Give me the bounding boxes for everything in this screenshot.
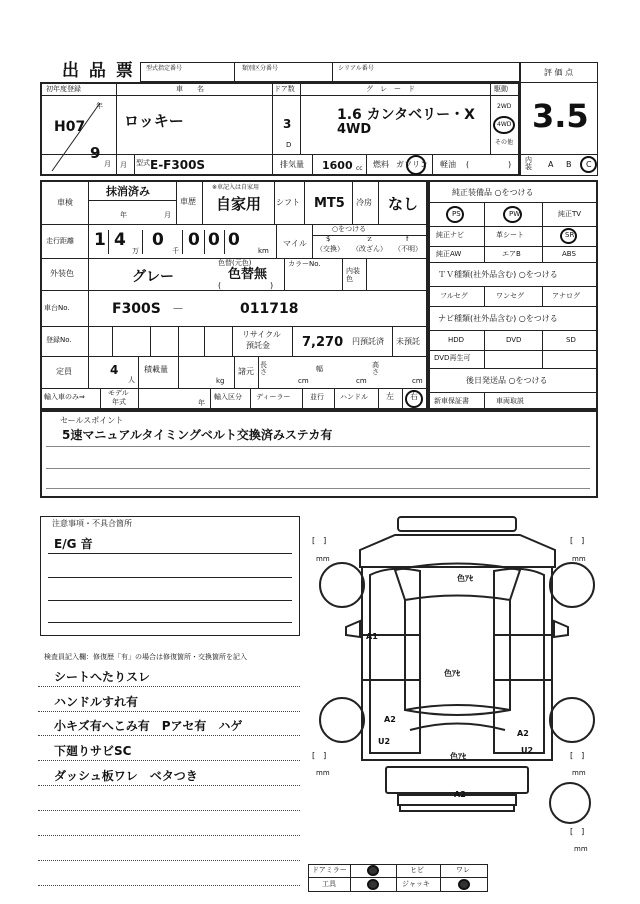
selling-points-box	[40, 410, 598, 498]
damage-mark-9: A2	[454, 790, 466, 799]
inspector-item-5: ダッシュ板ワレ ベタつき	[54, 769, 198, 783]
fuel-gasoline: ガソリン	[396, 160, 428, 169]
inspector-item-3: 小キズ有へこみ有 Pアセ有 ハゲ	[54, 719, 243, 733]
damage-mark-4: A2	[384, 715, 396, 724]
damage-mark-2: A1	[366, 632, 378, 641]
mileage-digit-4: 0	[152, 230, 164, 250]
notes-box	[40, 516, 300, 636]
jack-check-mark	[458, 879, 470, 890]
model-cert-label: 型式指定番号	[146, 65, 183, 72]
mileage-digit-7: 0	[208, 230, 220, 250]
first-reg-year: H07	[54, 119, 86, 135]
damage-mark-6: A2	[517, 729, 529, 738]
repaint-value: 色替無	[228, 267, 268, 282]
displacement-value: 1600	[322, 159, 353, 172]
drive-label: 駆動	[494, 85, 508, 93]
equip-ps: PS	[452, 210, 461, 218]
score-value: 3.5	[532, 97, 589, 135]
grade-label: グ レ ー ド	[366, 85, 415, 93]
equip-sr: SR	[565, 231, 575, 239]
car-name-value: ロッキー	[124, 112, 184, 130]
interior-grade-c: C	[586, 160, 592, 169]
handle-right: 右	[410, 392, 418, 401]
car-name-label: 車 名	[176, 85, 204, 93]
header-id-box	[140, 62, 520, 82]
fuel-selected-circle	[406, 155, 426, 175]
doors-value: 3	[283, 117, 292, 131]
doors-label: ドア数	[274, 85, 295, 93]
score-label: 評 価 点	[544, 68, 574, 77]
inspection-status: 抹消済み	[106, 185, 150, 198]
serial-label: シリアル番号	[338, 65, 374, 72]
mileage-digit-2: 4	[114, 230, 126, 250]
history-value: 自家用	[216, 195, 262, 213]
inspector-item-1: シートへたりスレ	[54, 670, 151, 684]
grade-value-line1: 1.6 カンタベリー・X	[337, 107, 475, 123]
sheet-title: 出 品 票	[62, 61, 135, 81]
tools-check-mark	[367, 879, 379, 890]
recycle-value: 7,270	[302, 335, 344, 350]
inspector-item-2: ハンドルすれ有	[54, 695, 139, 709]
damage-mark-3: 色ｱｾ	[444, 669, 460, 678]
ac-value: なし	[388, 195, 419, 213]
drive-4wd: 4WD	[497, 121, 512, 128]
damage-mark-1: 色ｱｾ	[457, 574, 473, 583]
grade-value-line2: 4WD	[337, 122, 372, 137]
first-reg-month: 9	[90, 144, 101, 162]
model-value: E-F300S	[150, 158, 206, 172]
chassis-number: 011718	[240, 301, 299, 317]
capacity-value: 4	[110, 363, 119, 377]
category-label: 類別区分番号	[242, 65, 279, 72]
mileage-digit-8: 0	[228, 230, 240, 250]
mirror-check-mark	[367, 865, 379, 876]
mileage-digit-1: 1	[94, 230, 106, 250]
shift-value: MT5	[314, 196, 345, 211]
damage-mark-8: 色ｱｾ	[450, 752, 466, 761]
exterior-color-value: グレー	[132, 269, 174, 285]
damage-mark-7: U2	[521, 746, 534, 755]
equip-pw: PW	[509, 210, 521, 218]
notes-line1: E/G 音	[54, 537, 93, 551]
first-reg-label: 初年度登録	[46, 85, 81, 93]
damage-mark-5: U2	[378, 737, 391, 746]
selling-points-text: 5速マニュアルタイミングベルト交換済みステカ有	[62, 428, 333, 442]
inspector-item-4: 下廻りサビSC	[54, 744, 132, 758]
mileage-digit-6: 0	[188, 230, 200, 250]
chassis-prefix: F300S	[112, 301, 161, 317]
